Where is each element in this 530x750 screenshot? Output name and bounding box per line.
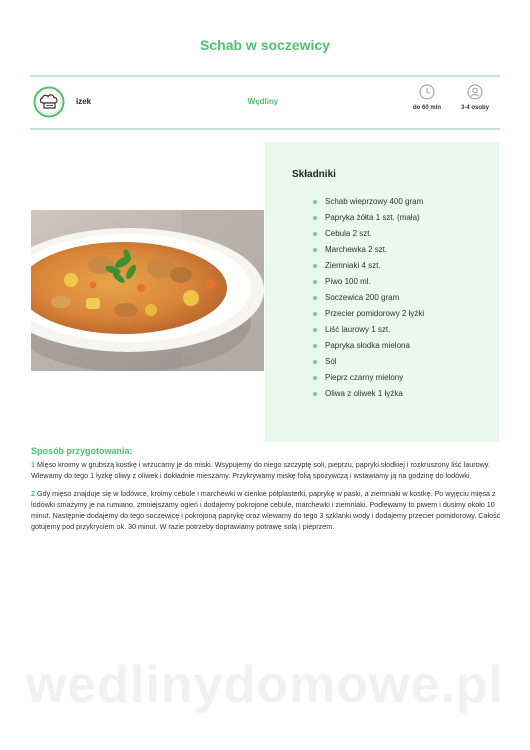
category-link[interactable]: Wędliny (247, 97, 279, 106)
ingredient-item: Oliwa z oliwek 1 łyżka (310, 386, 424, 402)
user-icon (467, 84, 483, 100)
ingredient-item: Soczewica 200 gram (310, 290, 424, 306)
header-bottom-divider (30, 128, 500, 130)
step-text: Gdy mięso znajduje się w lodówce, kroimy cebule i marchewki w cienkie półplasterki, paprykę w paski, a ziemniaki w kostkę. Po wyjęciu mięsa z lodówki smażymy je na rumiano, zmniejszamy ogień i dodajemy pokrojone cebule, marchewki i ziemniaki. Podlewamy to piwem i dusimy około 10 minut. Następnie dodajemy do tego soczewicę i pokrojoną paprykę oraz wlewamy do tego 3 szklanki wody i dodajemy przecier pomidorowy. Całość gotujemy pod przykryciem ok. 30 minut. W razie potrzeby doprawiamy potrawę solą i pieprzem. (31, 489, 501, 531)
preparation-step (31, 488, 501, 532)
step-text: Mięso kroimy w grubszą kostkę i wrzucamy je do miski. Wsypujemy do niego szczyptę soli, pieprzu, papryki słodkiej i rozkruszony liść laurowy. Wlewamy do tego 1 łyżkę oliwy z oliwek i dokładnie mieszamy. Przykrywamy miskę folią spożywczą i wstawiamy ją na godzinę do lodówki. (31, 460, 490, 480)
author-name[interactable]: izek (76, 97, 92, 106)
ingredients-heading: Składniki (292, 169, 336, 180)
ingredient-item: Cebula 2 szt. (310, 226, 424, 242)
step-number: 1 (31, 460, 35, 469)
dish-photo (31, 210, 264, 371)
preparation-heading: Sposób przygotowania: (31, 446, 133, 456)
site-watermark: wedlinydomowe.pl (25, 656, 505, 714)
ingredient-item: Sól (310, 354, 424, 370)
chef-hat-icon (33, 86, 65, 118)
ingredient-item: Schab wieprzowy 400 gram (310, 194, 424, 210)
clock-icon (419, 84, 435, 100)
header-top-divider (30, 75, 500, 77)
step-number: 2 (31, 489, 35, 498)
servings-label: 3-4 osoby (460, 105, 489, 111)
ingredient-item: Liść laurowy 1 szt. (310, 322, 424, 338)
ingredient-item: Przecier pomidorowy 2 łyżki (310, 306, 424, 322)
prep-time-label: do 60 min (412, 105, 441, 111)
ingredient-item: Papryka żółta 1 szt. (mała) (310, 210, 424, 226)
ingredients-list (310, 194, 424, 402)
ingredient-item: Pieprz czarny mielony (310, 370, 424, 386)
recipe-title: Schab w soczewicy (200, 37, 330, 53)
ingredient-item: Papryka słodka mielona (310, 338, 424, 354)
servings (455, 84, 495, 112)
ingredient-item: Marchewka 2 szt. (310, 242, 424, 258)
ingredient-item: Piwo 100 ml. (310, 274, 424, 290)
ingredient-item: Ziemniaki 4 szt. (310, 258, 424, 274)
preparation-section (31, 446, 501, 539)
preparation-step (31, 459, 501, 481)
ingredients-panel (265, 142, 499, 442)
prep-time (412, 84, 442, 112)
